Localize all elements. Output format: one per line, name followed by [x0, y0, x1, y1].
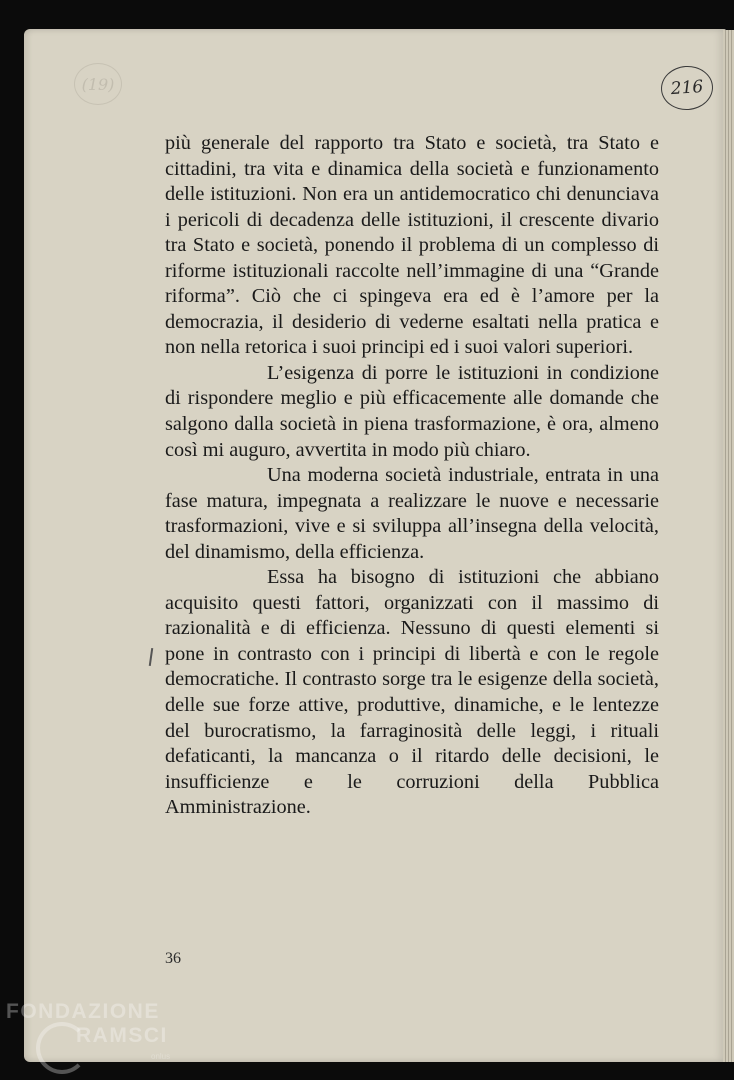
ghost-archival-number: (19) [74, 63, 122, 105]
paragraph-1: più generale del rapporto tra Stato e società, tra Stato e cittadini, tra vita e dinamica della società e funzionamento delle istituzioni. Non era un antidemocratico chi denunciava i pericoli di decadenza delle istituzioni, il crescente divario tra Stato e società, ponendo il problema di un complesso di riforme istituzionali raccolte nell’immagine di una “Grande riforma”. Ciò che ci spingeva era ed è l’amore per la democrazia, il desiderio di vederne esaltati nella pratica e non nella retorica i suoi principi ed i suoi valori superiori. [165, 132, 659, 359]
watermark-line-2: RAMSCI [76, 1024, 168, 1047]
paragraph-4: Essa ha bisogno di istituzioni che abbiano acquisito questi fattori, organizzati con il massimo di razionalità e di efficienza. Nessuno di questi elementi si pone in contrasto con i principi di libertà e con le regole democratiche. Il contrasto sorge tra le esigenze della società, delle sue forze attive, produttive, dinamiche, e le lentezze del burocratismo, la farraginosità delle leggi, i rituali defaticanti, la mancanza o il ritardo delle decisioni, le insufficienze e le corruzioni della Pubblica Amministrazione. [165, 566, 659, 819]
paragraph-3: Una moderna società industriale, entrata in una fase matura, impegnata a realizzare le nuove e necessarie trasformazioni, vive e si sviluppa all’insegna della velocità, del dinamismo, della efficienza. [165, 464, 659, 563]
body-text [165, 131, 659, 821]
page-number: 36 [165, 950, 181, 967]
fondazione-gramsci-watermark [6, 1000, 186, 1080]
watermark-onlus: onlus [151, 1052, 171, 1061]
archival-number-stamp: 216 [660, 64, 715, 112]
paragraph-2: L’esigenza di porre le istituzioni in condizione di rispondere meglio e più efficacemente alle domande che salgono dalla società in piena trasformazione, è ora, almeno così mi auguro, avvertita in modo più chiaro. [165, 361, 659, 461]
watermark-line-1: FONDAZIONE [6, 1000, 160, 1023]
page-edges [723, 30, 734, 1062]
